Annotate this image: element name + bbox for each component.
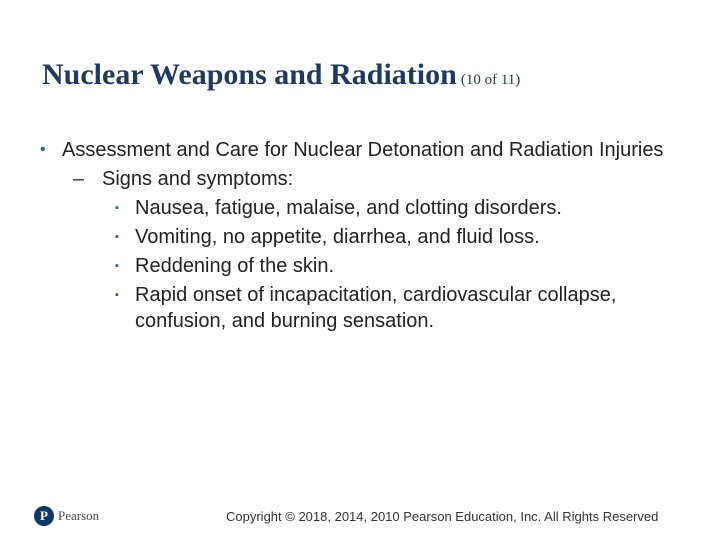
pearson-logo-icon: P [34, 506, 54, 526]
bullet-marker-level3: ▪ [115, 202, 119, 214]
bullet-level3-item [40, 282, 680, 334]
bullet-marker-level3: ▪ [115, 260, 119, 272]
copyright-notice: Copyright © 2018, 2014, 2010 Pearson Education, Inc. All Rights Reserved [226, 509, 659, 524]
bullet-level2-text: Signs and symptoms: [102, 168, 294, 190]
pearson-logo-text: Pearson [58, 508, 100, 523]
bullet-level3-item [40, 224, 680, 250]
bullet-level3-text: Reddening of the skin. [135, 255, 335, 277]
bullet-level2 [40, 166, 680, 192]
bullet-level3-text: Rapid onset of incapacitation, cardiovascular collapse, confusion, and burning sensation. [135, 284, 617, 332]
bullet-level1 [40, 137, 680, 163]
bullet-level3-text: Vomiting, no appetite, diarrhea, and fluid loss. [135, 226, 540, 248]
slide-title-text: Nuclear Weapons and Radiation [42, 58, 457, 91]
bullet-marker-level3: ▪ [115, 231, 119, 243]
slide-title [42, 58, 520, 91]
pearson-logo [34, 506, 99, 526]
slide-title-suffix: (10 of 11) [460, 72, 521, 88]
bullet-marker-level1: • [40, 141, 46, 158]
slide-content [40, 137, 680, 334]
bullet-level3-item [40, 195, 680, 221]
bullet-level3-item [40, 253, 680, 279]
bullet-level1-text: Assessment and Care for Nuclear Detonation and Radiation Injuries [62, 139, 664, 161]
bullet-marker-level2: – [73, 168, 85, 190]
bullet-level3-text: Nausea, fatigue, malaise, and clotting disorders. [135, 197, 562, 219]
bullet-marker-level3: ▪ [115, 289, 119, 301]
